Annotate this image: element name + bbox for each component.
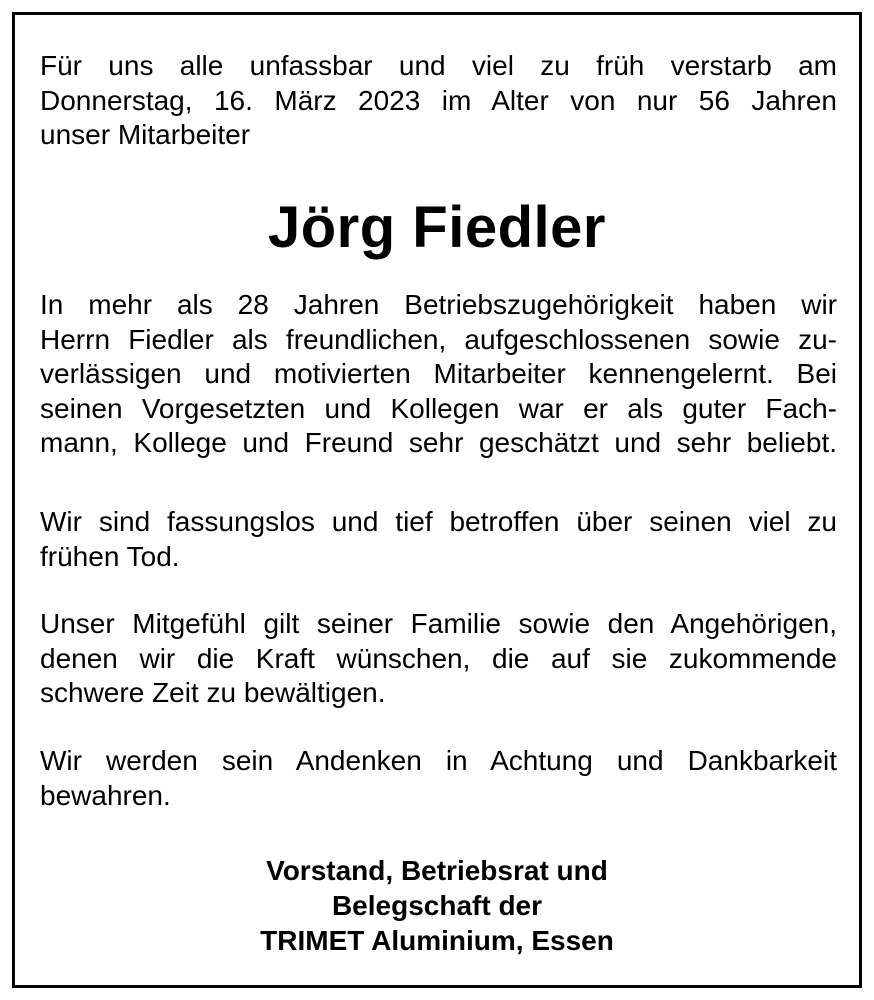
signature-line: Vorstand, Betriebsrat und (266, 855, 608, 886)
condolence-paragraph (40, 607, 837, 711)
intro-line: unser Mitarbeiter (40, 119, 251, 150)
tribute-line: Herrn Fiedler als freundlichen, aufgeschlossenen sowie zu- (40, 323, 837, 355)
tribute-line: In mehr als 28 Jahren Betriebszugehörigkeit haben wir (40, 289, 837, 320)
grief-line: Wir sind fassungslos und tief betroffen über seinen viel zu (40, 506, 837, 537)
condolence-line: denen wir die Kraft wünschen, die auf sie zukommende (40, 642, 837, 674)
remembrance-line: Wir werden sein Andenken in Achtung und Dankbarkeit (40, 745, 837, 776)
signature-block (15, 853, 859, 958)
remembrance-line: bewahren. (40, 779, 171, 811)
grief-line: frühen Tod. (40, 540, 180, 572)
intro-paragraph (40, 49, 837, 153)
remembrance-paragraph (40, 744, 837, 813)
obituary-notice (12, 12, 862, 988)
tribute-line: seinen Vorgesetzten und Kollegen war er als guter Fach- (40, 392, 837, 424)
signature-line: TRIMET Aluminium, Essen (260, 925, 614, 956)
tribute-line: mann, Kollege und Freund sehr geschätzt und sehr beliebt. (40, 427, 837, 458)
signature-line: Belegschaft der (331, 890, 543, 921)
condolence-line: schwere Zeit zu bewältigen. (40, 677, 386, 708)
tribute-line: verlässigen und motivierten Mitarbeiter kennengelernt. Bei (40, 358, 837, 389)
deceased-name: Jörg Fiedler (268, 195, 606, 260)
intro-line: Donnerstag, 16. März 2023 im Alter von nur 56 Jahren (40, 84, 837, 116)
grief-paragraph (40, 505, 837, 574)
tribute-paragraph (40, 288, 837, 461)
intro-line: Für uns alle unfassbar und viel zu früh verstarb am (40, 50, 837, 81)
condolence-line: Unser Mitgefühl gilt seiner Familie sowie den Angehörigen, (40, 608, 837, 639)
